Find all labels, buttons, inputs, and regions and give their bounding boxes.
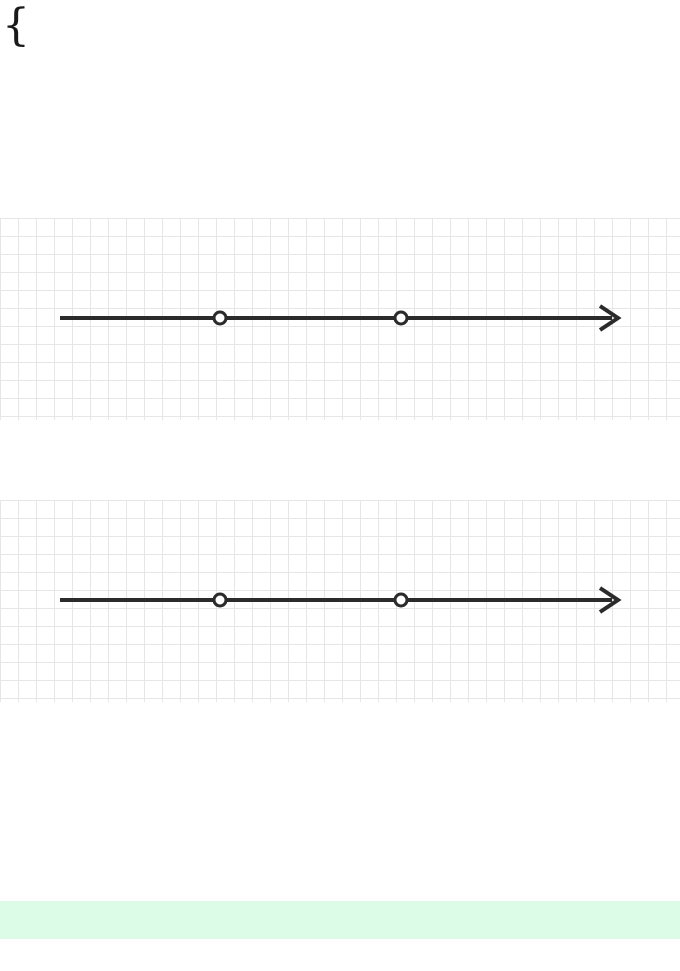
point-p <box>214 594 226 606</box>
point-p <box>214 312 226 324</box>
number-line-figure <box>0 218 680 420</box>
number-line-svg <box>0 218 680 420</box>
point-3 <box>395 312 407 324</box>
answer-box <box>0 901 680 939</box>
system-line-2 <box>28 30 50 50</box>
system-brace: { <box>2 0 30 51</box>
intervals-svg <box>0 500 680 702</box>
system-line-1 <box>28 2 50 22</box>
intervals-figure <box>0 500 680 702</box>
point-3 <box>395 594 407 606</box>
